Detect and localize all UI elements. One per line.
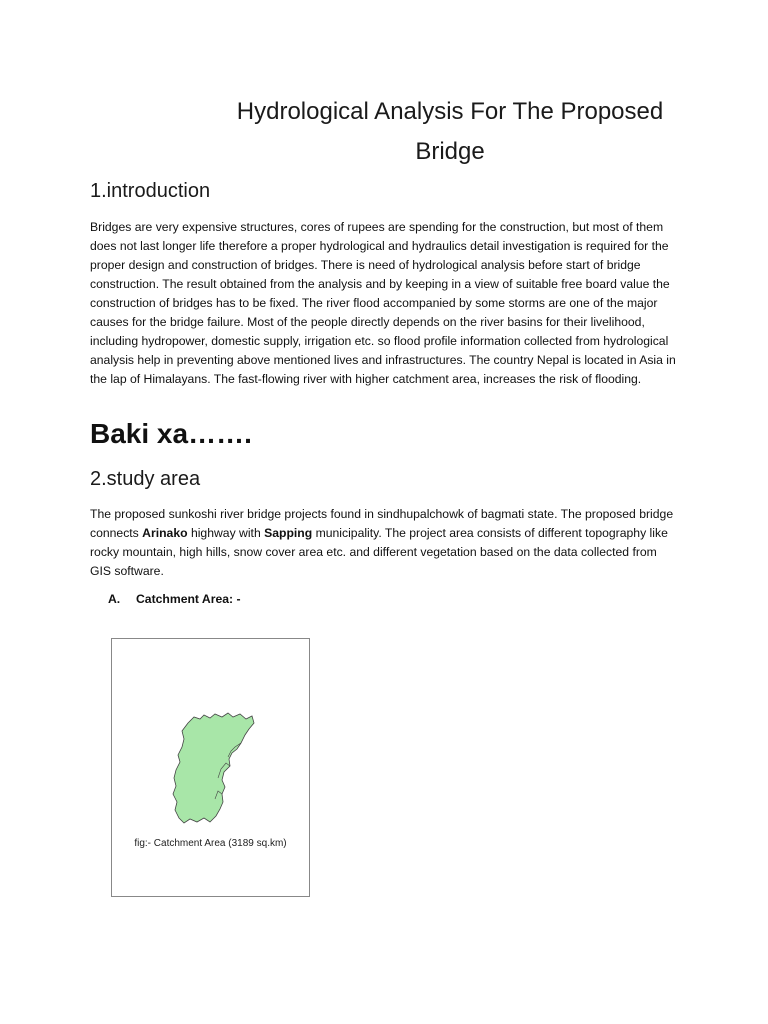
section-heading-introduction: 1.introduction	[90, 180, 211, 202]
list-item-catchment-area	[108, 592, 241, 606]
big-heading: Baki xa…….	[90, 418, 252, 449]
list-marker: A.	[108, 592, 121, 606]
study-area-paragraph	[90, 505, 680, 581]
section-heading-study-area: 2.study area	[90, 468, 201, 490]
list-label: Catchment Area: -	[136, 592, 241, 606]
introduction-paragraph: Bridges are very expensive structures, cores of rupees are spending for the construction, but most of them does not last longer life therefore a proper hydrological and hydraulics detail investigation is required for the proper design and construction of bridges. There is need of hydrological analysis before start of bridge construction. The result obtained from the analysis and by keeping in a view of suitable free board value the construction of bridges has to be fixed. The river flood accompanied by some storms are one of the major causes for the bridge failure. Most of the people directly depends on the river basins for their livelihood, including hydropower, domestic supply, irrigation etc. so flood profile information collected from hydrological analysis help in preventing above mentioned lives and infrastructures. The country Nepal is located in Asia in the lap of Himalayans. The fast-flowing river with higher catchment area, increases the risk of flooding.	[90, 220, 676, 386]
study-area-text-2: highway with	[187, 526, 265, 540]
figure-caption: fig:- Catchment Area (3189 sq.km)	[134, 838, 287, 849]
study-area-bold-sapping: Sapping	[264, 526, 313, 540]
catchment-area-figure	[111, 638, 310, 897]
catchment-area-shape	[173, 713, 254, 823]
study-area-text-3: municipality. The project area consists of different topography like rocky mountain, high hills, snow cover area etc. and different vegetation based on the data collected from GIS software.	[90, 526, 668, 578]
document-title	[200, 92, 700, 172]
study-area-bold-arinako: Arinako	[142, 526, 188, 540]
title-line-1: Hydrological Analysis For The Proposed	[236, 98, 664, 125]
study-area-text-1: The proposed sunkoshi river bridge projects found in sindhupalchowk of bagmati state. The proposed bridge connects	[90, 507, 674, 540]
catchment-map-svg	[112, 639, 309, 896]
title-line-2: Bridge	[415, 138, 485, 165]
